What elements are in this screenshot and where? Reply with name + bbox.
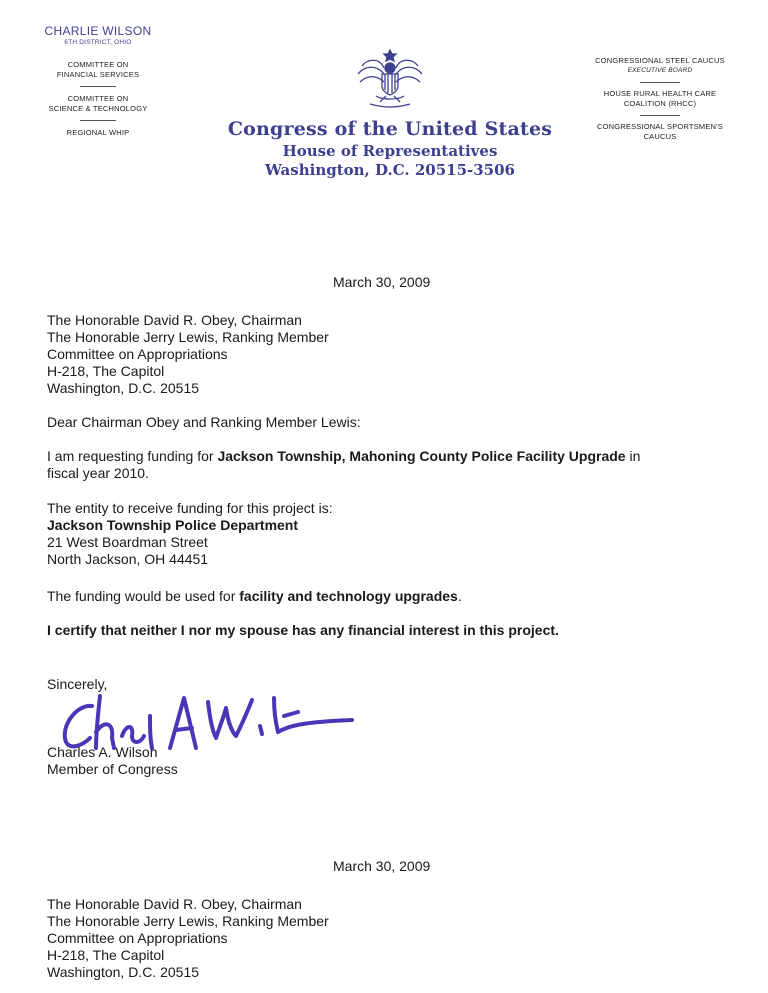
rural-health-coalition: HOUSE RURAL HEALTH CARE COALITION (RHCC) [603,89,717,108]
letterhead-left [28,24,168,138]
congress-address: Washington, D.C. 20515-3506 [265,161,515,179]
project-name: Jackson Township, Mahoning County Police Facility Upgrade [217,448,626,464]
divider [80,86,116,87]
divider [80,120,116,121]
use-paragraph: The funding would be used for facility and technology upgrades. [47,588,462,604]
letter2-date: March 30, 2009 [333,858,431,874]
signer-name: Charles A. Wilson [47,744,158,760]
recipient-address-2: The Honorable David R. Obey, Chairman The Honorable Jerry Lewis, Ranking Member Committee on Appropriations H-218, The Capitol Washington, D.C. 20515 [47,896,329,980]
divider [640,82,680,83]
letterhead-right [572,56,748,142]
request-paragraph: I am requesting funding for Jackson Township, Mahoning County Police Facility Upgrade in fiscal year 2010. [47,448,641,481]
entity-block: The entity to receive funding for this project is: Jackson Township Police Department 21 West Boardman Street North Jackson, OH 44451 [47,500,333,567]
signer-block [47,744,727,778]
closing: Sincerely, [47,676,108,692]
divider [640,115,680,116]
congress-heading [220,118,560,179]
regional-whip: REGIONAL WHIP [66,128,130,137]
certification: I certify that neither I nor my spouse has any financial interest in this project. [47,622,559,638]
committee-science-technology: COMMITTEE ON SCIENCE & TECHNOLOGY [48,94,148,113]
salutation: Dear Chairman Obey and Ranking Member Lewis: [47,414,361,430]
recipient-address: The Honorable David R. Obey, Chairman The Honorable Jerry Lewis, Ranking Member Committee on Appropriations H-218, The Capitol Washington, D.C. 20515 [47,312,329,396]
steel-caucus: CONGRESSIONAL STEEL CAUCUS EXECUTIVE BOARD [595,56,725,74]
sportsmens-caucus: CONGRESSIONAL SPORTSMEN'S CAUCUS [596,122,724,141]
signer-title: Member of Congress [47,761,178,777]
eagle-seal-icon [354,44,426,110]
letter-date: March 30, 2009 [333,274,431,290]
member-district: 6TH DISTRICT, OHIO [64,39,132,46]
member-name: CHARLIE WILSON [44,24,152,38]
committee-financial-services: COMMITTEE ON FINANCIAL SERVICES [56,60,140,79]
house-title: House of Representatives [282,142,498,160]
congress-title: Congress of the United States [227,118,553,140]
entity-name: Jackson Township Police Department [47,517,299,533]
